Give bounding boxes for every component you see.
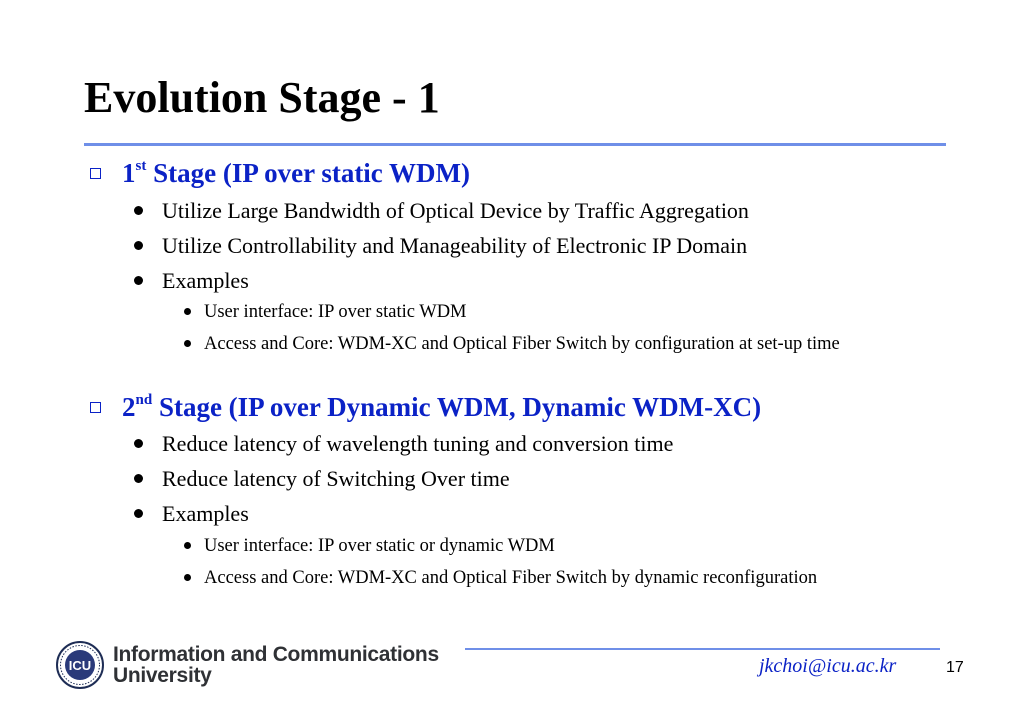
university-name-line1: Information and Communications xyxy=(113,643,439,666)
square-bullet-icon xyxy=(90,402,101,413)
stage-label: Stage (IP over static WDM) xyxy=(153,158,471,188)
bullet-icon xyxy=(134,439,143,448)
example-text: User interface: IP over static WDM xyxy=(204,302,467,322)
bullet-icon xyxy=(184,340,191,347)
bullet-icon xyxy=(184,542,191,549)
example-text: Access and Core: WDM-XC and Optical Fiber Switch by dynamic reconfiguration xyxy=(204,568,818,588)
stage-label: Stage (IP over Dynamic WDM, Dynamic WDM-XC) xyxy=(158,392,762,422)
seal-text: ICU xyxy=(68,658,92,673)
bullet-text: Examples xyxy=(162,501,249,526)
bullet-text: Utilize Large Bandwidth of Optical Device by Traffic Aggregation xyxy=(162,198,749,223)
stage-number: 2 xyxy=(122,392,136,422)
bullet-text: Reduce latency of Switching Over time xyxy=(162,466,510,491)
author-email: jkchoi@icu.ac.kr xyxy=(759,655,897,677)
example-text: User interface: IP over static or dynamic WDM xyxy=(204,536,555,556)
bullet-icon xyxy=(134,474,143,483)
bullet-icon xyxy=(184,574,191,581)
bullet-text: Utilize Controllability and Manageability of Electronic IP Domain xyxy=(162,233,748,258)
square-bullet-icon xyxy=(90,168,101,179)
example-text: Access and Core: WDM-XC and Optical Fiber Switch by configuration at set-up time xyxy=(204,334,840,354)
stage-ordinal: st xyxy=(135,158,147,174)
university-seal-logo xyxy=(56,641,104,689)
university-name-line2: University xyxy=(113,664,212,687)
footer-divider xyxy=(465,648,940,650)
slide-title: Evolution Stage - 1 xyxy=(84,73,440,122)
bullet-icon xyxy=(134,206,143,215)
bullet-icon xyxy=(184,308,191,315)
stage-ordinal: nd xyxy=(135,392,153,408)
bullet-text: Examples xyxy=(162,268,249,293)
page-number: 17 xyxy=(946,659,964,676)
bullet-icon xyxy=(134,276,143,285)
bullet-text: Reduce latency of wavelength tuning and conversion time xyxy=(162,431,674,456)
bullet-icon xyxy=(134,241,143,250)
bullet-icon xyxy=(134,509,143,518)
stage-number: 1 xyxy=(122,158,136,188)
